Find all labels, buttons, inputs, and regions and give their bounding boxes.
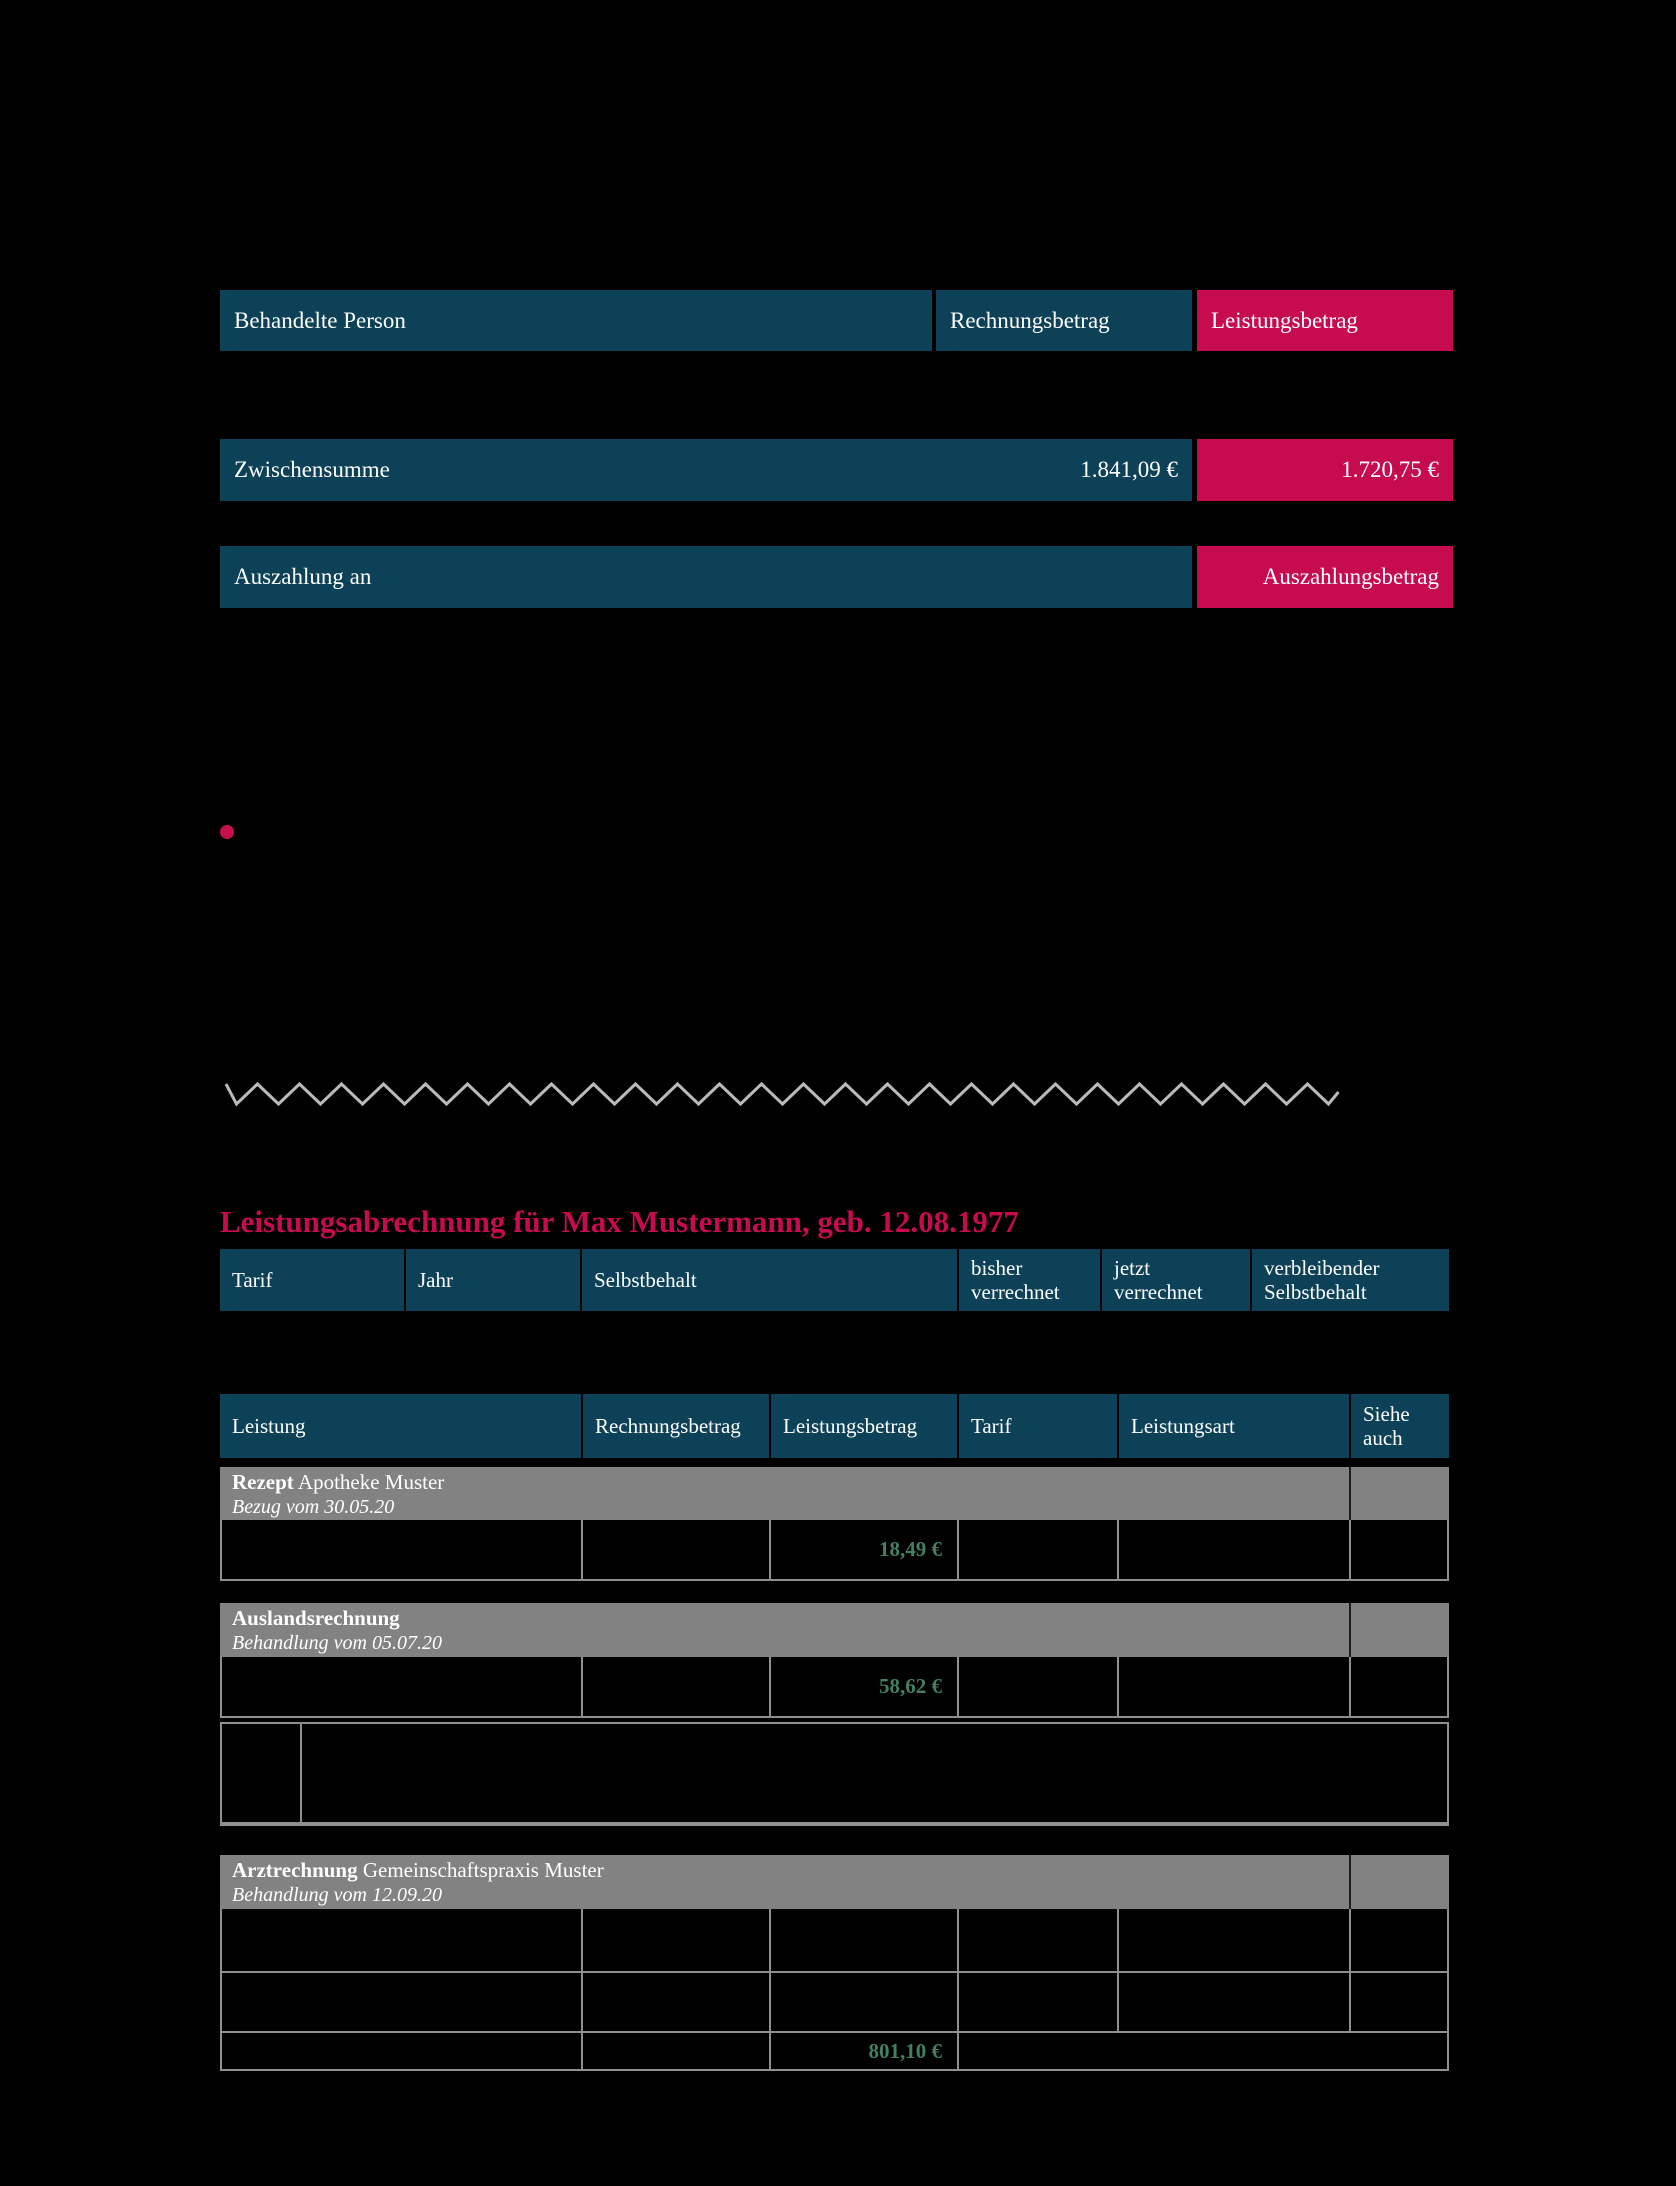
benefit-total-row-arztrechnung: [220, 2033, 1449, 2071]
column-divider: [1117, 1973, 1119, 2031]
column-divider: [769, 1973, 771, 2031]
benefits-header-leistung: Leistung: [220, 1394, 581, 1458]
benefit-amount-auslandsrechnung: 58,62 €: [879, 1674, 942, 1698]
band-column-divider: [1349, 1467, 1351, 1520]
subtotal-label: Zwischensumme: [234, 457, 390, 482]
group-band-auslandsrechnung: [220, 1603, 1449, 1657]
group-title-bold: Rezept: [232, 1470, 294, 1494]
payout-row-label-cell: Auszahlung an: [220, 546, 1192, 608]
payout-amount-header-cell: Auszahlungsbetrag: [1197, 546, 1453, 608]
column-divider: [581, 1973, 583, 2031]
note-box: [220, 1722, 1449, 1826]
subtotal-benefit-total-cell: 1.720,75 €: [1197, 439, 1453, 501]
group-title-rest: Apotheke Muster: [293, 1470, 445, 1494]
red-bullet-icon: [220, 825, 234, 839]
benefit-amount-arztrechnung: 801,10 €: [868, 2038, 942, 2063]
group-date: Behandlung vom 12.09.20: [232, 1884, 442, 1907]
column-divider: [1349, 1657, 1351, 1716]
deductible-header-jahr: Jahr: [406, 1249, 580, 1311]
column-divider: [1349, 1973, 1351, 2031]
column-divider: [581, 1657, 583, 1716]
band-column-divider: [1349, 1603, 1351, 1657]
group-title-bold: Auslandsrechnung: [232, 1606, 400, 1630]
column-divider: [581, 2033, 583, 2069]
column-divider: [957, 1973, 959, 2031]
benefit-amount-rezept: 18,49 €: [879, 1537, 942, 1561]
summary-header-benefit-cell: Leistungsbetrag: [1197, 290, 1453, 351]
column-divider: [1117, 1520, 1119, 1579]
group-title-rest: Gemeinschaftspraxis Muster: [357, 1858, 604, 1882]
group-title: [232, 1470, 1449, 1495]
summary-header-person-cell: Behandelte Person: [220, 290, 932, 351]
group-title: [232, 1606, 1449, 1631]
benefits-header-leistungsbetrag: Leistungsbetrag: [771, 1394, 957, 1458]
column-divider: [957, 1909, 959, 1971]
subtotal-invoice-total: 1.841,09 €: [1080, 457, 1178, 482]
column-divider: [581, 1909, 583, 1971]
group-title-bold: Arztrechnung: [232, 1858, 358, 1882]
summary-header-invoice-cell: Rechnungsbetrag: [936, 290, 1192, 351]
group-title: [232, 1858, 1449, 1883]
group-date: Behandlung vom 05.07.20: [232, 1632, 442, 1655]
column-divider: [1117, 1909, 1119, 1971]
group-band-rezept: [220, 1467, 1449, 1520]
column-divider: [1349, 1909, 1351, 1971]
column-divider: [957, 1657, 959, 1716]
benefit-row-rezept: [220, 1520, 1449, 1581]
benefits-header-rechnungsbetrag: Rechnungsbetrag: [583, 1394, 769, 1458]
deductible-header-tarif: Tarif: [220, 1249, 404, 1311]
statement-title: Leistungsabrechnung für Max Mustermann, geb. 12.08.1977: [220, 1204, 1019, 1239]
deductible-header-bisher-verrechnet: bisher verrechnet: [959, 1249, 1100, 1311]
column-divider: [1117, 1657, 1119, 1716]
column-divider: [769, 1909, 771, 1971]
benefits-header-siehe-auch: Siehe auch: [1351, 1394, 1449, 1458]
group-band-arztrechnung: [220, 1855, 1449, 1909]
column-divider: [581, 1520, 583, 1579]
deductible-header-selbstbehalt: Selbstbehalt: [582, 1249, 957, 1311]
benefit-row-arztrechnung-2: [220, 1973, 1449, 2033]
note-box-divider: [300, 1724, 302, 1822]
group-date: Bezug vom 30.05.20: [232, 1496, 395, 1519]
benefit-row-arztrechnung-1: [220, 1909, 1449, 1973]
deductible-header-jetzt-verrechnet: jetzt verrechnet: [1102, 1249, 1250, 1311]
benefit-row-auslandsrechnung: [220, 1657, 1449, 1718]
subtotal-row: [220, 439, 1192, 501]
column-divider: [957, 1520, 959, 1579]
deductible-header-verbleibender-selbstbehalt: verbleibender Selbstbehalt: [1252, 1249, 1449, 1311]
benefits-header-leistungsart: Leistungsart: [1119, 1394, 1349, 1458]
benefits-header-tarif: Tarif: [959, 1394, 1117, 1458]
column-divider: [1349, 1520, 1351, 1579]
tear-zigzag-divider: [222, 1078, 1434, 1108]
band-column-divider: [1349, 1855, 1351, 1909]
column-divider: [957, 2033, 959, 2069]
